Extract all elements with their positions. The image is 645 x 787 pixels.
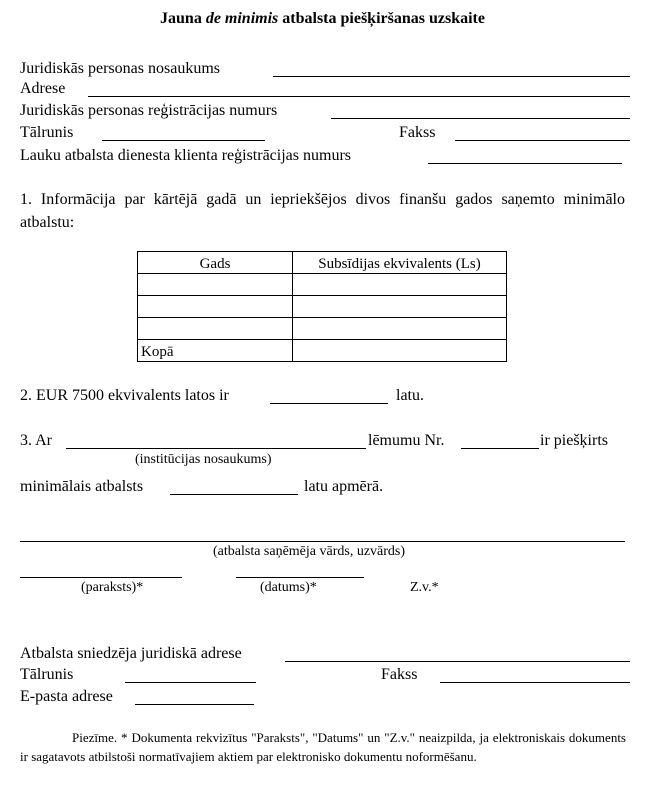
- table-cell-subsidy[interactable]: [293, 296, 507, 318]
- section-2-suffix: latu.: [396, 387, 424, 404]
- recipient-name-field[interactable]: [20, 541, 625, 542]
- section-3-suffix: ir piešķirts: [540, 432, 608, 449]
- client-reg-number-label: Lauku atbalsta dienesta klienta reģistrācijas numurs: [20, 147, 351, 164]
- signature-field[interactable]: [20, 577, 182, 578]
- eur-equivalent-field[interactable]: [270, 403, 388, 404]
- registration-number-label: Juridiskās personas reģistrācijas numurs: [20, 102, 278, 119]
- address-label: Adrese: [20, 80, 66, 97]
- title-part-2: atbalsta piešķiršanas uzskaite: [278, 10, 485, 27]
- registration-number-field[interactable]: [331, 118, 630, 119]
- provider-email-field[interactable]: [135, 704, 254, 705]
- section-3-middle: lēmumu Nr.: [368, 432, 445, 449]
- decision-number-field[interactable]: [461, 448, 539, 449]
- table-total-value[interactable]: [293, 340, 507, 362]
- institution-name-field[interactable]: [66, 448, 366, 449]
- section-3-line2-suffix: latu apmērā.: [304, 478, 384, 495]
- recipient-name-caption: (atbalsta saņēmēja vārds, uzvārds): [213, 544, 406, 559]
- phone-field[interactable]: [102, 140, 265, 141]
- title-italic: de minimis: [205, 10, 279, 27]
- title-part-1: Jauna: [160, 10, 206, 27]
- provider-address-label: Atbalsta sniedzēja juridiskā adrese: [20, 645, 242, 662]
- legal-name-field[interactable]: [273, 76, 630, 77]
- section-1-text: 1. Informācija par kārtējā gadā un iepriekšējos divos finanšu gados saņemto minimālo atbalstu:: [20, 191, 625, 231]
- table-cell-year[interactable]: [138, 318, 293, 340]
- table-total-row: [138, 340, 507, 362]
- signature-caption: (paraksts)*: [81, 580, 144, 595]
- col-header-year: Gads: [138, 252, 293, 274]
- table-cell-year[interactable]: [138, 274, 293, 296]
- aid-amount-field[interactable]: [170, 494, 298, 495]
- table-cell-year[interactable]: [138, 296, 293, 318]
- institution-sublabel: (institūcijas nosaukums): [135, 452, 272, 467]
- section-2-prefix: 2. EUR 7500 ekvivalents latos ir: [20, 387, 229, 404]
- table-row: [138, 296, 507, 318]
- phone-label: Tālrunis: [20, 124, 74, 141]
- table-total-label: Kopā: [138, 340, 293, 362]
- form-title: [0, 10, 645, 28]
- provider-phone-label: Tālrunis: [20, 666, 74, 683]
- footnote: Piezīme. * Dokumenta rekvizītus "Paraksts", "Datums" un "Z.v." neaizpilda, ja elektroniskais dokuments ir sagatavots atbilstoši normatīvajiem aktiem par elektronisko dokumentu noformēšanu.: [20, 730, 626, 764]
- table-row: [138, 274, 507, 296]
- table-cell-subsidy[interactable]: [293, 318, 507, 340]
- fax-field[interactable]: [455, 140, 630, 141]
- provider-email-label: E-pasta adrese: [20, 688, 113, 705]
- table-header-row: [138, 252, 507, 274]
- date-field[interactable]: [236, 577, 364, 578]
- seal-caption: Z.v.*: [410, 580, 439, 595]
- section-3-prefix: 3. Ar: [20, 432, 52, 449]
- provider-address-field[interactable]: [285, 661, 630, 662]
- section-3-line2-prefix: minimālais atbalsts: [20, 478, 144, 495]
- legal-name-label: Juridiskās personas nosaukums: [20, 60, 220, 77]
- table-row: [138, 318, 507, 340]
- provider-phone-field[interactable]: [125, 682, 256, 683]
- col-header-subsidy: Subsīdijas ekvivalents (Ls): [293, 252, 507, 274]
- address-field[interactable]: [88, 96, 630, 97]
- provider-fax-field[interactable]: [440, 682, 630, 683]
- date-caption: (datums)*: [260, 580, 317, 595]
- provider-fax-label: Fakss: [381, 666, 418, 683]
- fax-label: Fakss: [399, 124, 436, 141]
- table-cell-subsidy[interactable]: [293, 274, 507, 296]
- client-reg-number-field[interactable]: [428, 163, 622, 164]
- aid-table: [137, 251, 507, 362]
